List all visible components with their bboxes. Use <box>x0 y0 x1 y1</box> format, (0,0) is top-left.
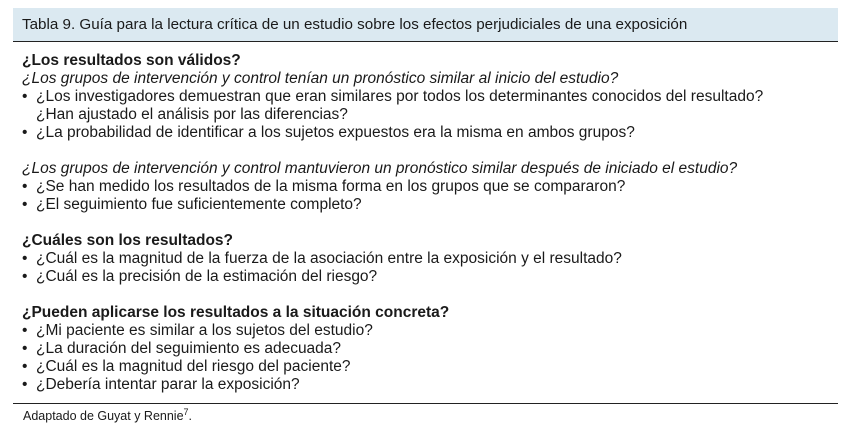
list-item-text: ¿Cuál es la magnitud del riesgo del paciente? <box>36 358 351 375</box>
bullet: • <box>22 124 28 141</box>
section-title: ¿Los resultados son válidos? <box>22 52 241 69</box>
list-item-text: ¿Se han medido los resultados de la misma forma en los grupos que se compararon? <box>36 178 626 195</box>
bullet: • <box>22 268 28 285</box>
bullet: • <box>22 88 28 105</box>
list-item-continuation: ¿Han ajustado el análisis por las diferencias? <box>36 106 348 123</box>
bullet: • <box>22 196 28 213</box>
list-item-text: ¿Mi paciente es similar a los sujetos del estudio? <box>36 322 373 339</box>
table-title: Tabla 9. Guía para la lectura crítica de un estudio sobre los efectos perjudiciales de una exposición <box>13 8 838 42</box>
list-item-text: ¿Cuál es la magnitud de la fuerza de la asociación entre la exposición y el resultado? <box>36 250 622 267</box>
bullet: • <box>22 322 28 339</box>
list-item <box>22 178 838 196</box>
section-title: ¿Pueden aplicarse los resultados a la situación concreta? <box>22 304 450 321</box>
table-9 <box>13 8 838 403</box>
bottom-rule <box>13 403 838 404</box>
bullet: • <box>22 340 28 357</box>
section-validity <box>22 52 838 214</box>
table-body <box>13 42 838 403</box>
section-title: ¿Cuáles son los resultados? <box>22 232 234 249</box>
list-item-text: ¿Debería intentar parar la exposición? <box>36 376 300 393</box>
bullet: • <box>22 178 28 195</box>
section-results <box>22 232 838 286</box>
list-item <box>22 340 838 358</box>
footnote-reference: 7 <box>183 406 189 417</box>
list-item <box>22 196 838 214</box>
list-item <box>22 358 838 376</box>
spacer <box>22 142 838 160</box>
list-item <box>22 268 838 286</box>
list-item-text: ¿La probabilidad de identificar a los sujetos expuestos era la misma en ambos grupos? <box>36 124 635 141</box>
subquestion: ¿Los grupos de intervención y control mantuvieron un pronóstico similar después de iniciado el estudio? <box>22 160 738 177</box>
section-applicability <box>22 304 838 394</box>
list-item <box>22 250 838 268</box>
list-item-text: ¿Cuál es la precisión de la estimación del riesgo? <box>36 268 378 285</box>
footnote <box>23 408 192 424</box>
list-item <box>22 88 838 106</box>
bullet: • <box>22 376 28 393</box>
list-item <box>22 124 838 142</box>
footnote-text: Adaptado de Guyat y Rennie <box>23 409 184 423</box>
list-item-text: ¿El seguimiento fue suficientemente completo? <box>36 196 362 213</box>
bullet: • <box>22 358 28 375</box>
list-item <box>22 376 838 394</box>
subquestion: ¿Los grupos de intervención y control tenían un pronóstico similar al inicio del estudio? <box>22 70 619 87</box>
footnote-end: . <box>188 409 193 423</box>
list-item <box>22 322 838 340</box>
list-item-text: ¿La duración del seguimiento es adecuada? <box>36 340 342 357</box>
list-item-text: ¿Los investigadores demuestran que eran similares por todos los determinantes conocidos del resultado? <box>36 88 764 105</box>
bullet: • <box>22 250 28 267</box>
